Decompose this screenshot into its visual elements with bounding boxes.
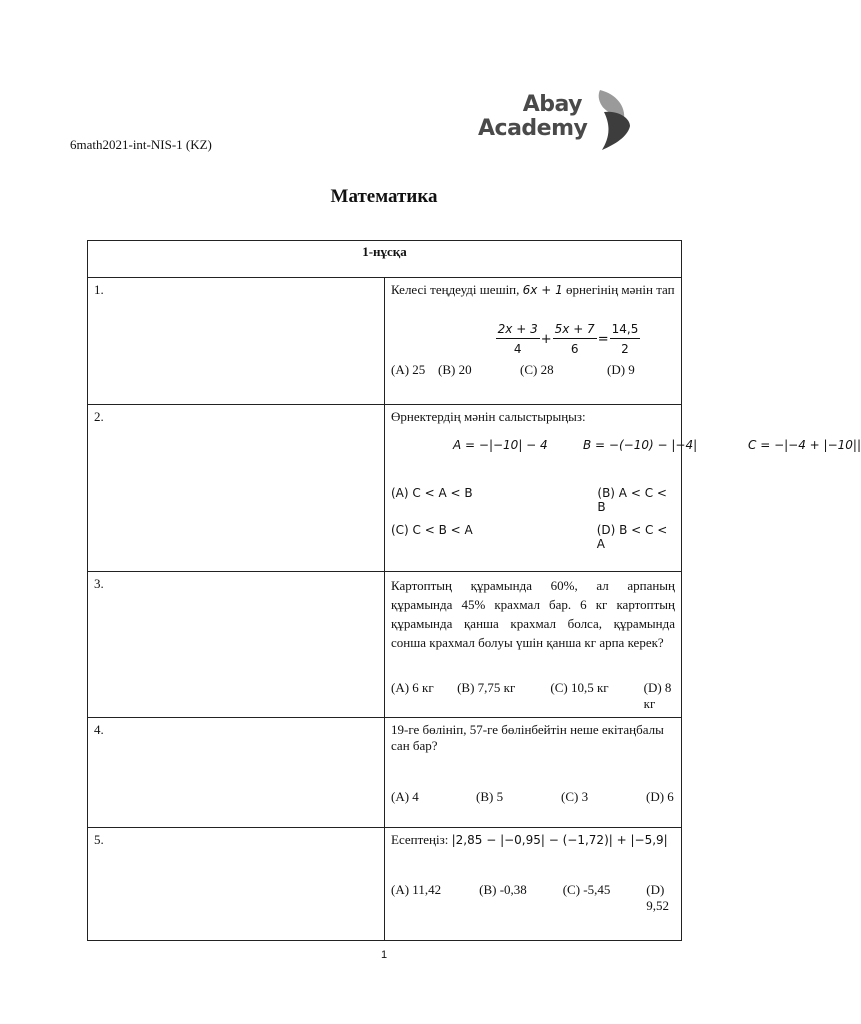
option-b: (B) A < C < B xyxy=(597,486,667,514)
option-d: (D) 8 кг xyxy=(643,680,672,711)
question-row xyxy=(88,572,682,718)
fraction: $\frac{2x + 3}{4}$ xyxy=(497,322,538,356)
answer-options xyxy=(391,882,675,914)
option-d: (D) 9,52 xyxy=(646,882,669,913)
questions-table xyxy=(87,240,861,941)
answer-options xyxy=(391,362,675,378)
option-b: (B) -0,38 xyxy=(479,882,527,897)
answer-options xyxy=(391,789,675,805)
question-number: 1. xyxy=(88,278,385,405)
logo-text-academy: Academy xyxy=(478,116,588,141)
math-expression: 6x + 1 xyxy=(522,283,563,297)
option-a: (A) 11,42 xyxy=(391,882,442,897)
page-title: Математика xyxy=(330,186,438,207)
question-row xyxy=(88,828,682,941)
question-body xyxy=(385,828,682,941)
question-row xyxy=(88,718,682,828)
question-row xyxy=(88,405,682,572)
option-a: (A) C < A < B xyxy=(391,486,473,500)
math-expression: |2,85 − |−0,95| − (−1,72)| + |−5,9| xyxy=(451,833,668,847)
fraction: $\frac{5x + 7}{6}$ xyxy=(554,322,595,356)
question-row xyxy=(88,278,682,405)
question-text: 19-ге бөлініп, 57-ге бөлінбейтін неше екітаңбалы сан бар? xyxy=(391,722,664,753)
document-code: 6math2021-int-NIS-1 (KZ) xyxy=(70,137,212,152)
option-c: (C) -5,45 xyxy=(562,882,611,897)
option-c: (C) 10,5 кг xyxy=(550,680,609,695)
option-a: (A) 4 xyxy=(391,789,419,804)
question-number: 3. xyxy=(88,572,385,718)
question-body xyxy=(385,718,682,828)
option-b: (B) 7,75 кг xyxy=(457,680,516,695)
equation: $\frac{2x + 3}{4}$ + $\frac{5x + 7}{6}$ = $\frac{14,5}{2}$ xyxy=(497,322,639,356)
page-number: 1 xyxy=(380,949,388,961)
option-d: (D) B < C < A xyxy=(596,523,668,551)
fraction: $\frac{14,5}{2}$ xyxy=(611,322,639,356)
question-text: Картоптың құрамында 60%, ал арпаның құрамында 45% крахмал бар. 6 кг картоптың құрамында қанша крахмал болса, құрамында сонша крахмал болуы үшін қанша кг арпа керек? xyxy=(391,578,675,650)
question-body xyxy=(385,278,682,405)
expression-c: C = −|−4 + |−10|| xyxy=(748,438,861,452)
option-c: (C) 28 xyxy=(520,362,554,377)
abay-academy-logo xyxy=(478,88,638,154)
expression-b: B = −(−10) − |−4| xyxy=(583,438,698,452)
question-text: Келесі теңдеуді шешіп, 6x + 1 өрнегінің мәнін тап xyxy=(391,282,675,297)
expression-a: A = −|−10| − 4 xyxy=(453,438,548,452)
question-number: 4. xyxy=(88,718,385,828)
option-a: (A) 6 кг xyxy=(391,680,434,695)
answer-options xyxy=(391,486,675,551)
question-text: Есептеңіз: |2,85 − |−0,95| − (−1,72)| + |−5,9| xyxy=(391,832,668,847)
option-d: (D) 9 xyxy=(607,362,635,377)
question-number: 2. xyxy=(88,405,385,572)
option-a: (A) 25 xyxy=(391,362,426,377)
variant-row xyxy=(88,241,682,278)
question-number: 5. xyxy=(88,828,385,941)
option-b: (B) 20 xyxy=(438,362,472,377)
question-text: Өрнектердің мәнін салыстырыңыз: xyxy=(391,409,586,424)
question-body xyxy=(385,572,682,718)
butterfly-logo-icon xyxy=(590,88,634,152)
variant-label: 1-нұсқа xyxy=(88,241,682,278)
option-d: (D) 6 xyxy=(646,789,674,804)
option-c: (C) C < B < A xyxy=(391,523,473,537)
expressions xyxy=(453,437,861,453)
answer-options xyxy=(391,680,675,712)
option-b: (B) 5 xyxy=(476,789,504,804)
option-c: (C) 3 xyxy=(561,789,589,804)
question-body xyxy=(385,405,861,572)
logo-text-abay: Abay xyxy=(522,92,582,117)
